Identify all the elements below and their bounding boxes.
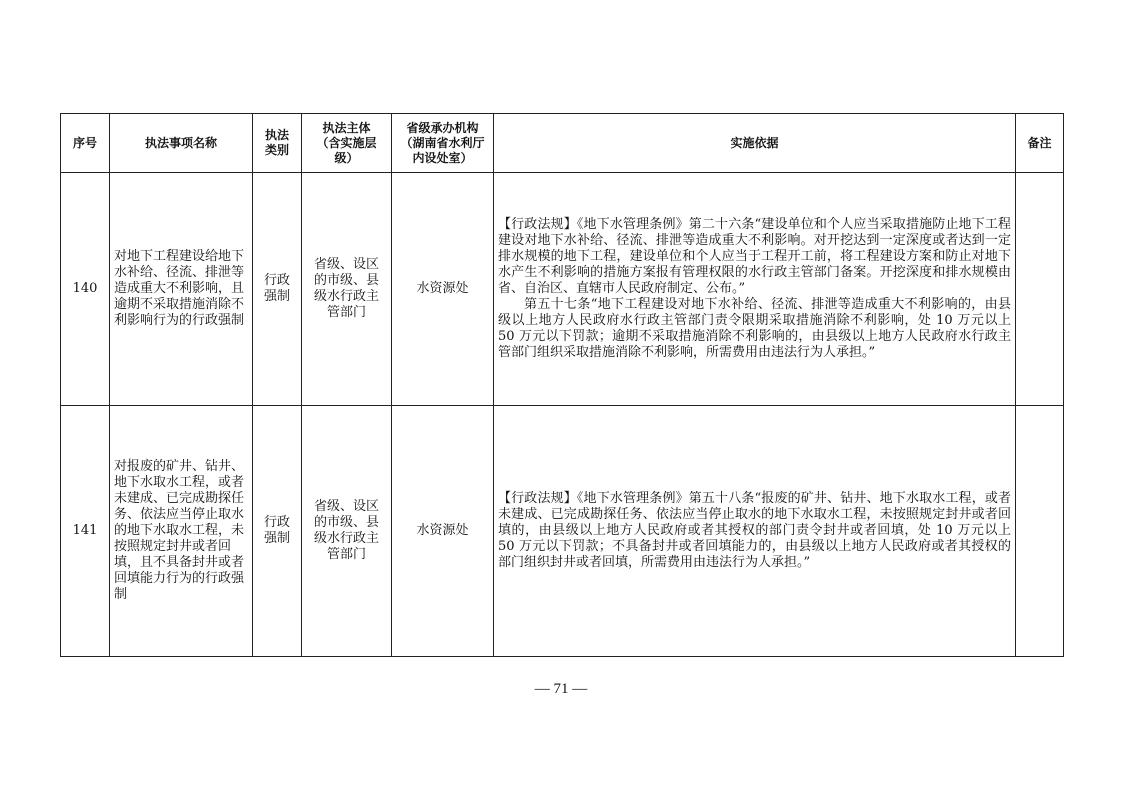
- page-number: — 71 —: [534, 681, 588, 697]
- header-office: 省级承办机构（湖南省水利厅内设处室）: [392, 114, 494, 173]
- table-row: [61, 173, 1064, 406]
- header-remark: 备注: [1016, 114, 1064, 173]
- table-row: [61, 406, 1064, 657]
- row-item-name: 对报废的矿井、钻井、地下水取水工程，或者未建成、已完成勘探任务、依法应当停止取水的地下水取水工程，未按照规定封井或者回填，且不具备封井或者回填能力行为的行政强制: [110, 406, 253, 657]
- header-basis: 实施依据: [494, 114, 1016, 173]
- header-category: 执法类别: [253, 114, 302, 173]
- row-basis: [494, 173, 1016, 406]
- row-category: 行政强制: [253, 406, 302, 657]
- row-item-name: 对地下工程建设给地下水补给、径流、排泄等造成重大不利影响，且逾期不采取措施消除不利影响行为的行政强制: [110, 173, 253, 406]
- row-office: 水资源处: [392, 406, 494, 657]
- table-header-row: [61, 114, 1064, 173]
- row-subject: 省级、设区的市级、县级水行政主管部门: [302, 406, 392, 657]
- header-name: 执法事项名称: [110, 114, 253, 173]
- enforcement-items-table: [60, 113, 1064, 657]
- header-seq: 序号: [61, 114, 110, 173]
- basis-paragraph: 【行政法规】《地下水管理条例》第五十八条“报废的矿井、钻井、地下水取水工程，或者未建成、已完成勘探任务、依法应当停止取水的地下水取水工程，未按照规定封井或者回填的，由县级以上地方人民政府或者其授权的部门责令封井或者回填，处 10 万元以上 50 万元以下罚款；不具备封井或者回填能力的，由县级以上地方人民政府或者其授权的部门组织封井或者回填，所需费用由违法行为人承担。”: [498, 491, 1011, 570]
- row-remark: [1016, 173, 1064, 406]
- row-subject: 省级、设区的市级、县级水行政主管部门: [302, 173, 392, 406]
- row-seq: 141: [61, 406, 110, 657]
- row-basis: [494, 406, 1016, 657]
- basis-paragraph: 【行政法规】《地下水管理条例》第二十六条“建设单位和个人应当采取措施防止地下工程建设对地下水补给、径流、排泄等造成重大不利影响。对开挖达到一定深度或者达到一定排水规模的地下工程，建设单位和个人应当于工程开工前，将工程建设方案和防止对地下水产生不利影响的措施方案报有管理权限的水行政主管部门备案。开挖深度和排水规模由省、自治区、直辖市人民政府制定、公布。”: [498, 217, 1011, 296]
- row-seq: 140: [61, 173, 110, 406]
- row-office: 水资源处: [392, 173, 494, 406]
- header-subject: 执法主体（含实施层级）: [302, 114, 392, 173]
- row-category: 行政强制: [253, 173, 302, 406]
- row-remark: [1016, 406, 1064, 657]
- basis-paragraph: 第五十七条“地下工程建设对地下水补给、径流、排泄等造成重大不利影响的，由县级以上地方人民政府水行政主管部门责令限期采取措施消除不利影响，处 10 万元以上 50 万元以下罚款；逾期不采取措施消除不利影响的，由县级以上地方人民政府水行政主管部门组织采取措施消除不利影响，所需费用由违法行为人承担。”: [498, 297, 1011, 360]
